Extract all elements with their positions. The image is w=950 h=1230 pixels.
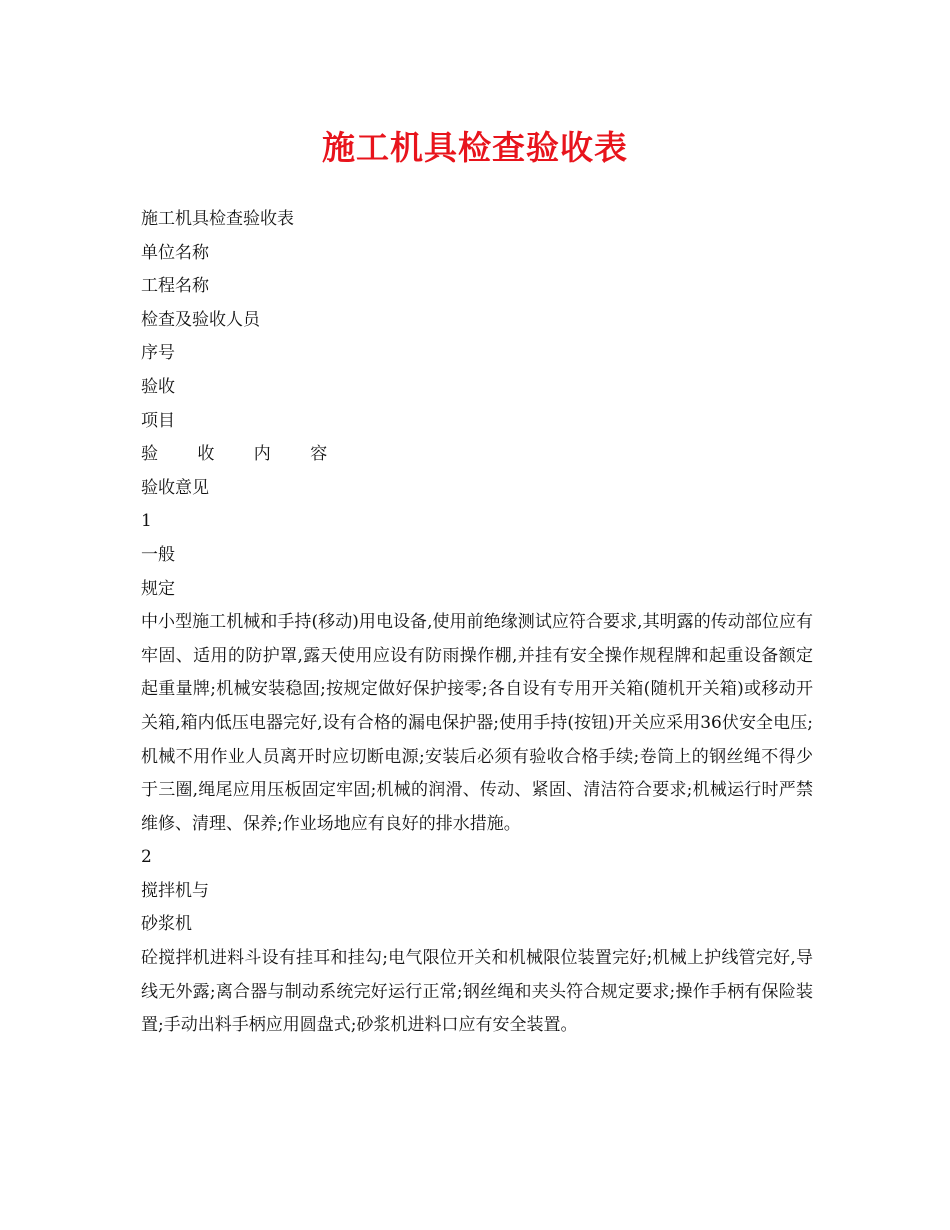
row-1-item-line-1: 一般 [141, 544, 175, 565]
project-name-label: 工程名称 [141, 276, 209, 297]
row-1-item-line-2: 规定 [141, 578, 175, 599]
document-body [141, 203, 813, 1043]
serial-number-header: 序号 [141, 343, 175, 364]
row-2-item-line-1: 搅拌机与 [141, 880, 209, 901]
row-2-number: 2 [141, 847, 152, 868]
acceptance-opinion-header: 验收意见 [141, 477, 209, 498]
unit-name-label: 单位名称 [141, 242, 209, 263]
acceptance-content-header: 验 收 内 容 [141, 444, 345, 465]
row-1-number: 1 [141, 511, 152, 532]
row-2-item-line-2: 砂浆机 [141, 914, 192, 935]
page-title: 施工机具检查验收表 [322, 128, 628, 167]
row-2-content: 砼搅拌机进料斗设有挂耳和挂勾;电气限位开关和机械限位装置完好;机械上护线管完好,导线无外露;离合器与制动系统完好运行正常;钢丝绳和夹头符合规定要求;操作手柄有保险装置;手动出料手柄应用圆盘式;砂浆机进料口应有安全装置。 [141, 948, 813, 1036]
row-1-content: 中小型施工机械和手持(移动)用电设备,使用前绝缘测试应符合要求,其明露的传动部位应有牢固、适用的防护罩,露天使用应设有防雨操作棚,并挂有安全操作规程牌和起重设备额定起重量牌;机械安装稳固;按规定做好保护接零;各自设有专用开关箱(随机开关箱)或移动开关箱,箱内低压电器完好,设有合格的漏电保护器;使用手持(按钮)开关应采用36伏安全电压;机械不用作业人员离开时应切断电源;安装后必须有验收合格手续;卷筒上的钢丝绳不得少于三圈,绳尾应用压板固定牢固;机械的润滑、传动、紧固、清洁符合要求;机械运行时严禁维修、清理、保养;作业场地应有良好的排水措施。 [141, 612, 813, 834]
item-header: 项目 [141, 410, 175, 431]
acceptance-header: 验收 [141, 376, 175, 397]
inspectors-label: 检查及验收人员 [141, 309, 260, 330]
doc-heading-line: 施工机具检查验收表 [141, 209, 294, 229]
